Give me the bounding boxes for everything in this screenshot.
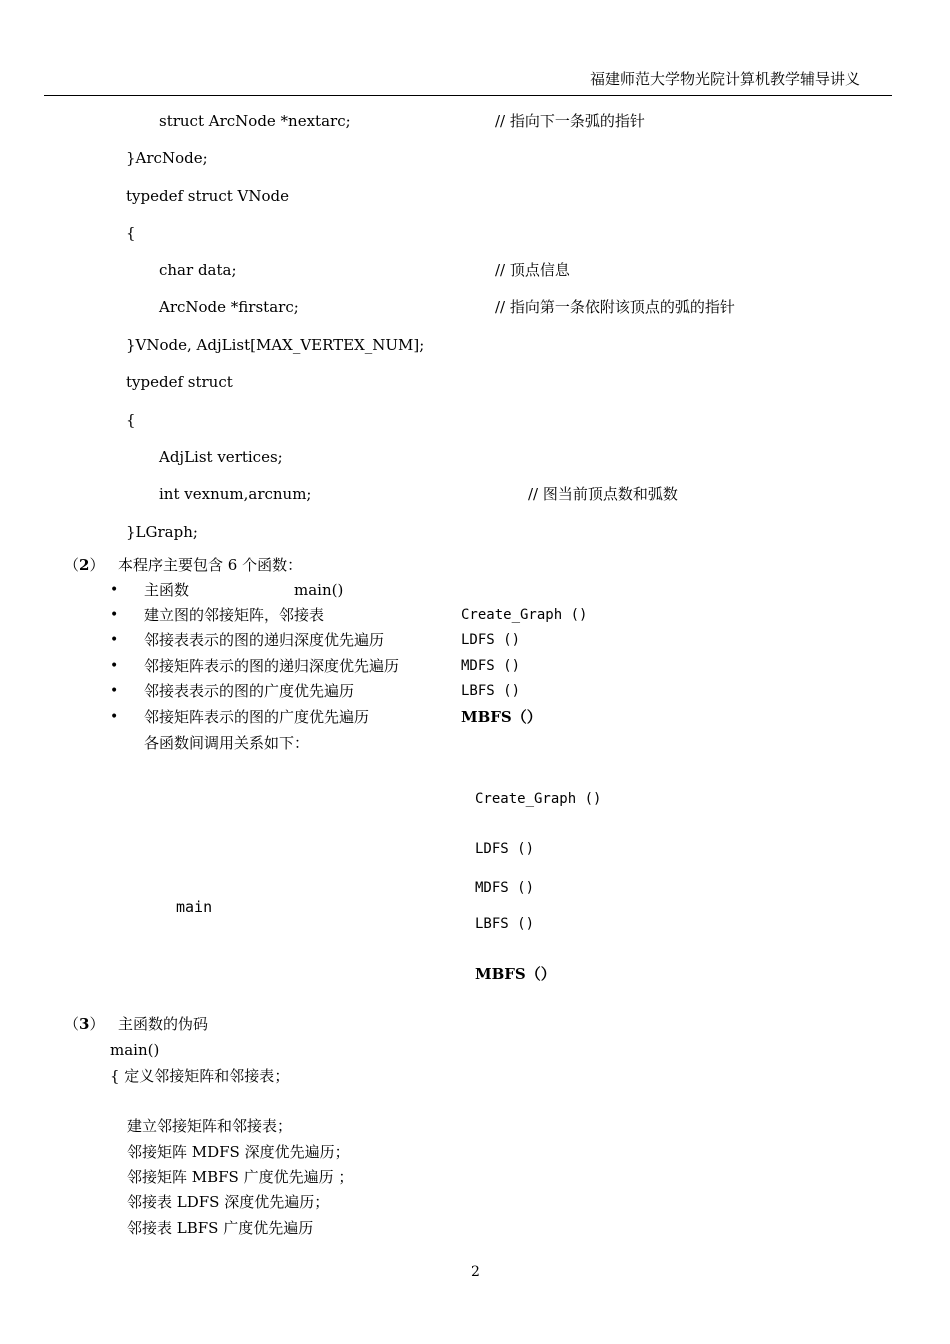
diagram-child-node: LDFS () (475, 841, 535, 857)
pseudocode-line: 邻接表 LDFS 深度优先遍历； (127, 1193, 330, 1211)
bullet: • (110, 683, 119, 699)
bullet: • (110, 607, 119, 623)
section-3-heading (64, 1015, 104, 1033)
code-comment: // 指向下一条弧的指针 (495, 112, 645, 130)
function-name: LBFS () (461, 683, 521, 699)
function-name: main() (294, 581, 344, 599)
diagram-child-node: MBFS（） (475, 965, 556, 983)
section-2-num-open: （ (64, 556, 80, 574)
section-3-number: 3 (79, 1015, 90, 1033)
code-line: int vexnum,arcnum; (159, 485, 312, 503)
section-2-num-close: ） (89, 556, 105, 574)
function-desc: 主函数 (144, 581, 190, 599)
code-line: typedef struct VNode (126, 187, 290, 205)
pseudocode-line: 邻接表 LBFS 广度优先遍历 (127, 1219, 314, 1237)
function-name: MDFS () (461, 658, 521, 674)
function-name: MBFS（） (461, 708, 542, 726)
diagram-child-node: Create_Graph () (475, 791, 602, 807)
bullet: • (110, 632, 119, 648)
code-line: }ArcNode; (126, 149, 208, 167)
bullet: • (110, 582, 119, 598)
code-comment: // 顶点信息 (495, 261, 570, 279)
code-comment: // 指向第一条依附该顶点的弧的指针 (495, 298, 735, 316)
bullet: • (110, 658, 119, 674)
header-title: 福建师范大学物光院计算机教学辅导讲义 (590, 70, 861, 88)
bullet: • (110, 709, 119, 725)
pseudocode-line: 邻接矩阵 MDFS 深度优先遍历； (127, 1143, 350, 1161)
section-3-num-close: ） (89, 1015, 105, 1033)
code-line: }VNode, AdjList[MAX_VERTEX_NUM]; (126, 336, 425, 354)
code-line: { (126, 411, 136, 429)
section-3-title: 主函数的伪码 (118, 1015, 209, 1033)
code-line: struct ArcNode *nextarc; (159, 112, 351, 130)
pseudocode-line: main() (110, 1041, 160, 1059)
function-desc: 邻接表表示的图的递归深度优先遍历 (144, 631, 385, 649)
function-desc: 邻接矩阵表示的图的广度优先遍历 (144, 708, 370, 726)
call-relation-note: 各函数间调用关系如下： (144, 734, 310, 752)
code-line: char data; (159, 261, 237, 279)
diagram-child-node: MDFS () (475, 880, 535, 896)
header-rule (44, 95, 892, 96)
code-line: ArcNode *firstarc; (159, 298, 299, 316)
function-desc: 邻接表表示的图的广度优先遍历 (144, 682, 355, 700)
function-name: LDFS () (461, 632, 521, 648)
section-3-num-open: （ (64, 1015, 80, 1033)
code-line: typedef struct (126, 373, 233, 391)
section-2-heading (64, 556, 104, 574)
function-name: Create_Graph () (461, 607, 588, 623)
function-desc: 邻接矩阵表示的图的递归深度优先遍历 (144, 657, 400, 675)
page-number: 2 (471, 1264, 480, 1280)
diagram-root-node: main (176, 898, 213, 916)
pseudocode-line: { 定义邻接矩阵和邻接表； (110, 1067, 290, 1085)
pseudocode-line: 邻接矩阵 MBFS 广度优先遍历 ； (127, 1168, 354, 1186)
pseudocode-line: 建立邻接矩阵和邻接表； (127, 1117, 293, 1135)
diagram-child-node: LBFS () (475, 916, 535, 932)
section-2-title: 本程序主要包含 6 个函数： (118, 556, 303, 574)
function-desc: 建立图的邻接矩阵，邻接表 (144, 606, 325, 624)
code-line: }LGraph; (126, 523, 198, 541)
code-line: { (126, 224, 136, 242)
code-line: AdjList vertices; (159, 448, 283, 466)
code-comment: // 图当前顶点数和弧数 (528, 485, 678, 503)
section-2-number: 2 (79, 556, 90, 574)
